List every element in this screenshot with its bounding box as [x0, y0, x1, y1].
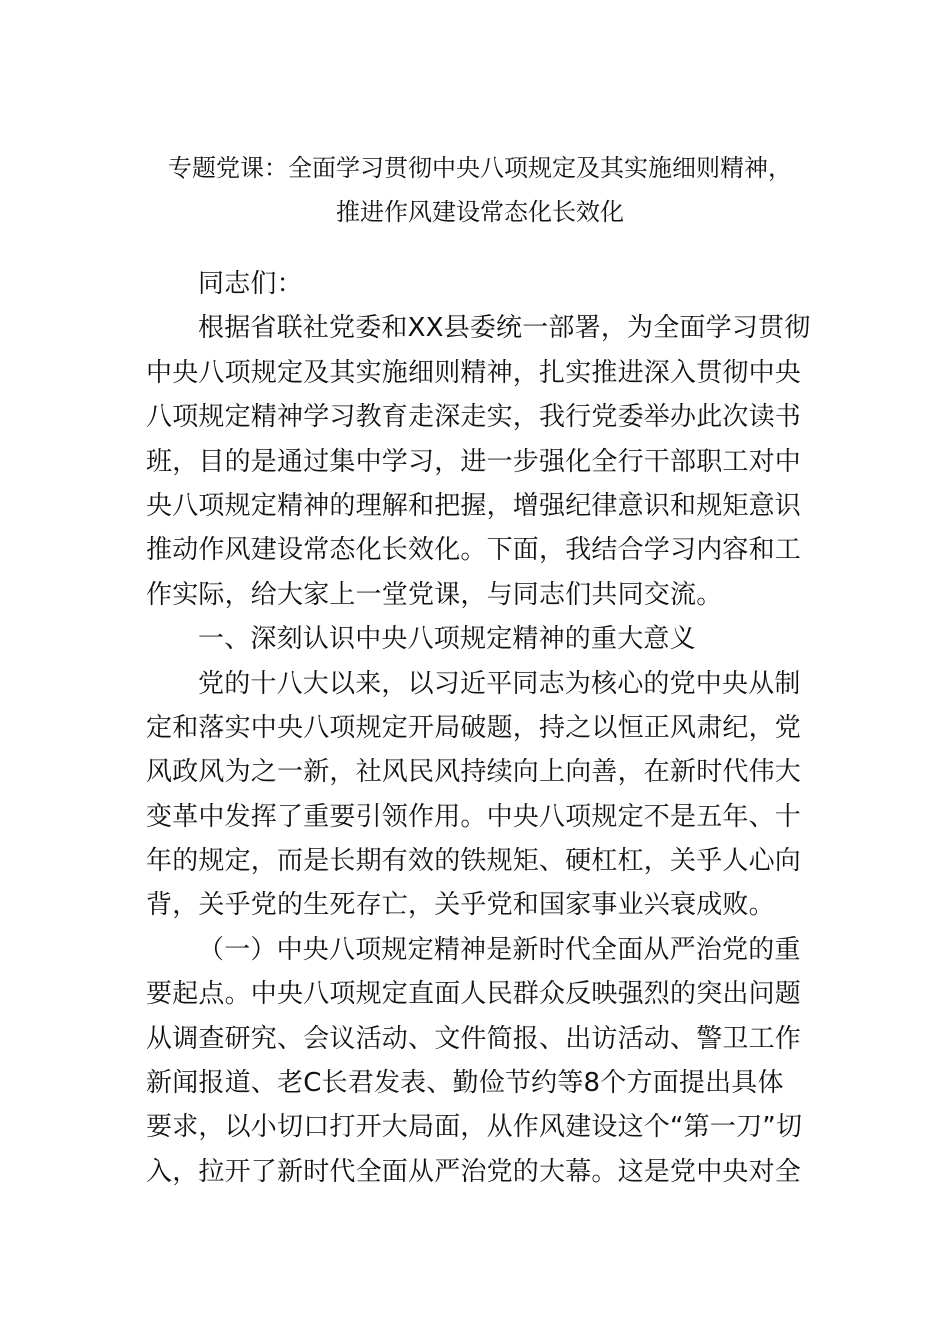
body-line: 八项规定精神学习教育走深走实，我行党委举办此次读书: [146, 402, 802, 433]
body-line: 一、深刻认识中央八项规定精神的重大意义: [198, 624, 696, 655]
title-line-2: 推进作风建设常态化长效化: [336, 198, 624, 226]
body-line: 央八项规定精神的理解和把握，增强纪律意识和规矩意识: [146, 490, 802, 521]
title-line-1: 专题党课：全面学习贯彻中央八项规定及其实施细则精神，: [168, 154, 792, 182]
body-line: 同志们：: [198, 269, 303, 299]
body-line: 年的规定，而是长期有效的铁规矩、硬杠杠，关乎人心向: [146, 846, 802, 877]
body-line: 根据省联社党委和XX县委统一部署，为全面学习贯彻: [198, 313, 811, 344]
body-line: 新闻报道、老C长君发表、勤俭节约等8个方面提出具体: [146, 1068, 784, 1099]
body-line: 定和落实中央八项规定开局破题，持之以恒正风肃纪，党: [146, 712, 802, 743]
body-line: 中央八项规定及其实施细则精神，扎实推进深入贯彻中央: [146, 357, 802, 388]
body-line: 要求，以小切口打开大局面，从作风建设这个“第一刀”切: [146, 1112, 803, 1143]
body-line: 入，拉开了新时代全面从严治党的大幕。这是党中央对全: [146, 1156, 802, 1187]
body-line: 变革中发挥了重要引领作用。中央八项规定不是五年、十: [146, 801, 802, 832]
body-line: 推动作风建设常态化长效化。下面，我结合学习内容和工: [146, 535, 802, 566]
document-title: [140, 146, 820, 234]
body-line: 从调查研究、会议活动、文件简报、出访活动、警卫工作: [146, 1023, 802, 1054]
document-body: [146, 262, 826, 1194]
body-line: 党的十八大以来，以习近平同志为核心的党中央从制: [198, 668, 801, 699]
body-line: （一）中央八项规定精神是新时代全面从严治党的重: [198, 934, 801, 965]
body-line: 班，目的是通过集中学习，进一步强化全行干部职工对中: [146, 446, 802, 477]
body-line: 背，关乎党的生死存亡，关乎党和国家事业兴衰成败。: [146, 890, 775, 921]
body-line: 要起点。中央八项规定直面人民群众反映强烈的突出问题: [146, 979, 802, 1010]
body-line: 作实际，给大家上一堂党课，与同志们共同交流。: [146, 579, 723, 610]
body-line: 风政风为之一新，社风民风持续向上向善，在新时代伟大: [146, 757, 802, 788]
